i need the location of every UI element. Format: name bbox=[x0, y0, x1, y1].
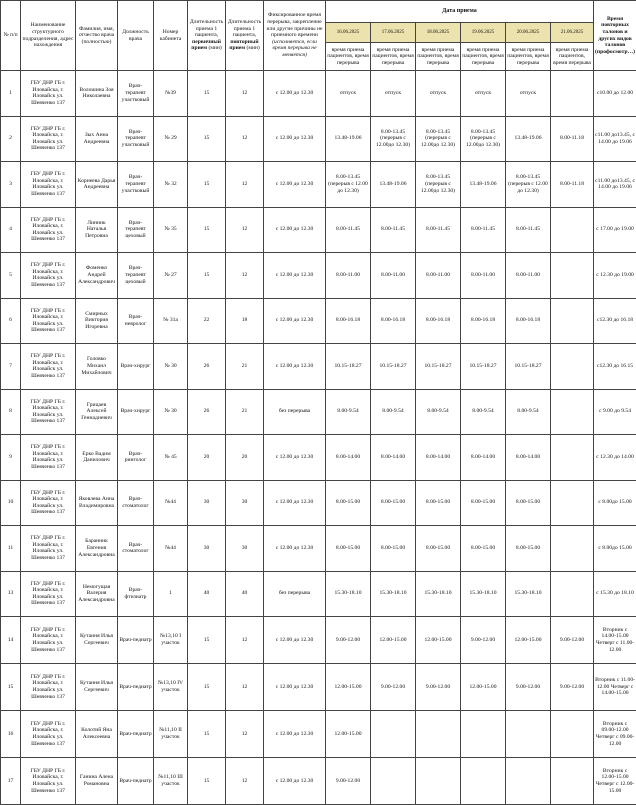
cell-date-2: 15.30-18.10 bbox=[371, 571, 416, 617]
cell-first-visit: 30 bbox=[188, 480, 226, 526]
table-row bbox=[1, 116, 636, 162]
cell-date-4: 9.00-12.00 bbox=[461, 617, 506, 664]
cell-num: 5 bbox=[1, 253, 21, 299]
table-body bbox=[1, 71, 636, 805]
cell-num: 10 bbox=[1, 480, 21, 526]
table-row bbox=[1, 344, 636, 390]
cell-date-3: 8.00-9.54 bbox=[416, 389, 461, 435]
cell-cabinet: №11,10 II участок bbox=[154, 711, 188, 758]
cell-doctor: Головко Михаил Михайлович bbox=[76, 344, 118, 390]
table-row bbox=[1, 298, 636, 344]
cell-date-6 bbox=[551, 526, 594, 572]
date-1: 16.06.2025 bbox=[326, 23, 371, 43]
cell-extra: Вторник с 09.00-12.00 Четверг с 09.00-12.00 bbox=[594, 711, 636, 758]
cell-num: 7 bbox=[1, 344, 21, 390]
cell-repeat-visit: 20 bbox=[226, 435, 264, 481]
cell-date-1: 8.00-14.00 bbox=[326, 435, 371, 481]
col-header-break bbox=[264, 1, 326, 71]
cell-break: без перерыва bbox=[264, 389, 326, 435]
cell-subdivision: ГБУ ДНР ГБ г. Иловайска, г. Иловайск ул. Шевченко 137 bbox=[21, 571, 76, 617]
cell-cabinet: № 45 bbox=[154, 435, 188, 481]
slot-label-4: время приема пациентов, время перерыва bbox=[461, 43, 506, 71]
cell-doctor: Ерко Вадим Данилович bbox=[76, 435, 118, 481]
cell-date-5: 8.00-9.54 bbox=[506, 389, 551, 435]
break-note: (исполняется, если время перерыва не меняется) bbox=[272, 39, 317, 58]
cell-extra: Вторник с 14.00-15.00 Четверг с 11.00-12.00 bbox=[594, 617, 636, 664]
cell-subdivision: ГБУ ДНР ГБ г. Иловайска, г. Иловайск ул. Шевченко 137 bbox=[21, 344, 76, 390]
cell-num: 15 bbox=[1, 664, 21, 711]
cell-extra: с11.00 до13.45, с 14.00 до 19.06 bbox=[594, 116, 636, 162]
cell-date-5: 10.15-18.27 bbox=[506, 344, 551, 390]
cell-repeat-visit: 21 bbox=[226, 344, 264, 390]
cell-date-1: 8.00-9.54 bbox=[326, 389, 371, 435]
cell-date-5: 8.00-14.00 bbox=[506, 435, 551, 481]
cell-doctor: Корнеева Дарья Андреевна bbox=[76, 162, 118, 208]
cell-extra: с 8.00до 15.00 bbox=[594, 526, 636, 572]
cell-repeat-visit: 21 bbox=[226, 389, 264, 435]
table-row bbox=[1, 571, 636, 617]
date-6: 21.06.2025 bbox=[551, 23, 594, 43]
cell-date-1: отпуск bbox=[326, 71, 371, 117]
cell-num: 16 bbox=[1, 711, 21, 758]
cell-date-1: 9.00-12.00 bbox=[326, 617, 371, 664]
cell-date-2: 8.00-15.00 bbox=[371, 526, 416, 572]
cell-extra: с 12.30 до 14.00 bbox=[594, 435, 636, 481]
cell-subdivision: ГБУ ДНР ГБ г. Иловайска, г. Иловайск ул. Шевченко 137 bbox=[21, 480, 76, 526]
cell-num: 17 bbox=[1, 758, 21, 805]
cell-first-visit: 15 bbox=[188, 664, 226, 711]
cell-repeat-visit: 12 bbox=[226, 758, 264, 805]
break-main: Фиксированное время перерыва, закрепление или другие причины не приемного времени bbox=[267, 12, 323, 38]
cell-date-5: 8.00-15.00 bbox=[506, 480, 551, 526]
cell-date-2: 8.00-14.00 bbox=[371, 435, 416, 481]
cell-date-3: 8.00-16.18 bbox=[416, 298, 461, 344]
cell-repeat-visit: 12 bbox=[226, 162, 264, 208]
cell-date-1: 10.15-18.27 bbox=[326, 344, 371, 390]
cell-position: Врач-педиатр bbox=[118, 617, 154, 664]
col-header-first-visit bbox=[188, 1, 226, 71]
cell-break: с 12.00 до 12.30 bbox=[264, 711, 326, 758]
cell-date-2 bbox=[371, 758, 416, 805]
cell-subdivision: ГБУ ДНР ГБ г. Иловайска, г. Иловайск ул. Шевченко 137 bbox=[21, 253, 76, 299]
cell-position: Врач-педиатр bbox=[118, 758, 154, 805]
cell-first-visit: 20 bbox=[188, 435, 226, 481]
cell-date-3: 15.30-18.10 bbox=[416, 571, 461, 617]
cell-repeat-visit: 12 bbox=[226, 617, 264, 664]
cell-first-visit: 15 bbox=[188, 116, 226, 162]
cell-date-2: 8.00-13.45 (перерыв с 12.00до 12.30) bbox=[371, 116, 416, 162]
cell-subdivision: ГБУ ДНР ГБ г. Иловайска, г. Иловайск ул. Шевченко 137 bbox=[21, 711, 76, 758]
cell-break: с 12.00 до 12.30 bbox=[264, 162, 326, 208]
cell-subdivision: ГБУ ДНР ГБ г. Иловайска, г. Иловайск ул. Шевченко 137 bbox=[21, 71, 76, 117]
cell-subdivision: ГБУ ДНР ГБ г. Иловайска, г. Иловайск ул. Шевченко 137 bbox=[21, 758, 76, 805]
table-row bbox=[1, 389, 636, 435]
cell-cabinet: №44 bbox=[154, 526, 188, 572]
cell-date-3: 8.00-11.00 bbox=[416, 253, 461, 299]
cell-position: Врач-стоматолог bbox=[118, 526, 154, 572]
cell-position: Врач-невролог bbox=[118, 298, 154, 344]
cell-date-1: 8.00-11.45 bbox=[326, 207, 371, 253]
cell-date-3: 8.00-15.00 bbox=[416, 480, 461, 526]
cell-date-4: 8.00-16.18 bbox=[461, 298, 506, 344]
cell-num: 3 bbox=[1, 162, 21, 208]
cell-num: 2 bbox=[1, 116, 21, 162]
date-3: 18.06.2025 bbox=[416, 23, 461, 43]
col-header-repeat-visit bbox=[226, 1, 264, 71]
cell-date-6: 8.00-11.18 bbox=[551, 116, 594, 162]
cell-extra: с 12.30 до 19.00 bbox=[594, 253, 636, 299]
cell-repeat-visit: 18 bbox=[226, 298, 264, 344]
cell-date-4: 8.00-11.00 bbox=[461, 253, 506, 299]
cell-break: с 12.00 до 12.30 bbox=[264, 435, 326, 481]
cell-position: Врач-ринголог bbox=[118, 435, 154, 481]
cell-cabinet: № 29 bbox=[154, 116, 188, 162]
cell-date-4: 8.00-15.00 bbox=[461, 526, 506, 572]
slot-label-1: время приема пациентов, время перерыва bbox=[326, 43, 371, 71]
cell-repeat-visit: 12 bbox=[226, 116, 264, 162]
cell-cabinet: № 31а bbox=[154, 298, 188, 344]
cell-date-3: 10.15-18.27 bbox=[416, 344, 461, 390]
table-row bbox=[1, 758, 636, 805]
cell-cabinet: №11,10 III участок bbox=[154, 758, 188, 805]
repeat-visit-bold: повторный прием bbox=[229, 39, 258, 52]
cell-cabinet: №13,10 IV участок bbox=[154, 664, 188, 711]
cell-date-3 bbox=[416, 711, 461, 758]
col-header-num: № п/п bbox=[1, 1, 21, 71]
cell-doctor: Ганина Алена Романовна bbox=[76, 758, 118, 805]
cell-repeat-visit: 30 bbox=[226, 526, 264, 572]
cell-doctor: Немогущая Валерия Александровна bbox=[76, 571, 118, 617]
repeat-visit-post: (мин) bbox=[247, 45, 260, 51]
cell-date-6 bbox=[551, 571, 594, 617]
cell-break: с 12.00 до 12.30 bbox=[264, 617, 326, 664]
cell-date-2: 8.00-11.45 bbox=[371, 207, 416, 253]
cell-break: с 12.00 до 12.30 bbox=[264, 480, 326, 526]
cell-date-1: 12.00-15.00 bbox=[326, 664, 371, 711]
cell-extra: с12.30 до 16.15 bbox=[594, 344, 636, 390]
cell-date-5: 13.48-19.06 bbox=[506, 116, 551, 162]
cell-num: 4 bbox=[1, 207, 21, 253]
cell-break: с 12.00 до 12.30 bbox=[264, 664, 326, 711]
cell-date-3: 12.00-15.00 bbox=[416, 617, 461, 664]
cell-extra: с 15.30 до 18.10 bbox=[594, 571, 636, 617]
table-row bbox=[1, 526, 636, 572]
cell-doctor: Грицаев Алексей Геннадиевич bbox=[76, 389, 118, 435]
cell-date-6 bbox=[551, 253, 594, 299]
cell-date-3: 8.00-11.45 bbox=[416, 207, 461, 253]
cell-date-5: 8.00-13.45 (перерыв с 12.00 до 12.30) bbox=[506, 162, 551, 208]
cell-cabinet: №44 bbox=[154, 480, 188, 526]
cell-date-6 bbox=[551, 389, 594, 435]
cell-date-2: 8.00-11.00 bbox=[371, 253, 416, 299]
cell-break: с 12.00 до 12.30 bbox=[264, 207, 326, 253]
cell-first-visit: 26 bbox=[188, 344, 226, 390]
cell-extra: с11.00 до13.45, с 14.00 до 19.06 bbox=[594, 162, 636, 208]
cell-num: 11 bbox=[1, 526, 21, 572]
cell-first-visit: 15 bbox=[188, 253, 226, 299]
cell-cabinet: №13,10 I участок bbox=[154, 617, 188, 664]
slot-label-5: время приема пациентов, время перерыва bbox=[506, 43, 551, 71]
cell-doctor: Линник Наталья Петровна bbox=[76, 207, 118, 253]
cell-extra: с 8.00до 15.00 bbox=[594, 480, 636, 526]
cell-date-5: 15.30-18.10 bbox=[506, 571, 551, 617]
cell-date-4: 15.30-18.10 bbox=[461, 571, 506, 617]
cell-doctor: Кутаиня Илья Сергеевич bbox=[76, 617, 118, 664]
cell-date-6: 9.00-12.00 bbox=[551, 617, 594, 664]
cell-date-1: 8.00-15.00 bbox=[326, 480, 371, 526]
cell-extra: с 17.00 до 19.00 bbox=[594, 207, 636, 253]
cell-date-5: 12.00-15.00 bbox=[506, 617, 551, 664]
cell-position: Врач-терапевт участковый bbox=[118, 116, 154, 162]
cell-cabinet: №39 bbox=[154, 71, 188, 117]
cell-subdivision: ГБУ ДНР ГБ г. Иловайска, г. Иловайск ул. Шевченко 137 bbox=[21, 664, 76, 711]
table-row bbox=[1, 711, 636, 758]
cell-date-4: отпуск bbox=[461, 71, 506, 117]
cell-num: 9 bbox=[1, 435, 21, 481]
cell-date-6: 8.00-11.18 bbox=[551, 162, 594, 208]
cell-date-4: 8.00-13.45 (перерыв с 12.00до 12.30) bbox=[461, 116, 506, 162]
cell-num: 8 bbox=[1, 389, 21, 435]
cell-repeat-visit: 12 bbox=[226, 71, 264, 117]
cell-date-5 bbox=[506, 758, 551, 805]
cell-break: с 12.00 до 12.30 bbox=[264, 344, 326, 390]
cell-date-6 bbox=[551, 207, 594, 253]
cell-cabinet: № 30 bbox=[154, 389, 188, 435]
cell-date-1: 8.00-13.45 (перерыв с 12.00 до 12.30) bbox=[326, 162, 371, 208]
cell-repeat-visit: 12 bbox=[226, 253, 264, 299]
table-row bbox=[1, 207, 636, 253]
cell-date-1: 8.00-11.00 bbox=[326, 253, 371, 299]
cell-date-4: 8.00-9.54 bbox=[461, 389, 506, 435]
cell-date-5: 9.00-12.00 bbox=[506, 664, 551, 711]
cell-date-2: отпуск bbox=[371, 71, 416, 117]
cell-date-5: 8.00-11.45 bbox=[506, 207, 551, 253]
col-header-cabinet: Номер кабинета bbox=[154, 1, 188, 71]
cell-date-3: 8.00-15.00 bbox=[416, 526, 461, 572]
cell-cabinet: № 35 bbox=[154, 207, 188, 253]
cell-doctor: Баранник Евгения Александровна bbox=[76, 526, 118, 572]
cell-date-3: 8.00-13.45 (перерыв с 12.00до 12.30) bbox=[416, 162, 461, 208]
table-row bbox=[1, 253, 636, 299]
cell-date-3: отпуск bbox=[416, 71, 461, 117]
cell-cabinet: № 30 bbox=[154, 344, 188, 390]
col-header-doctor: Фамилия, имя, отчество врача (полностью) bbox=[76, 1, 118, 71]
cell-position: Врач-терапевт цеховый bbox=[118, 207, 154, 253]
cell-date-6 bbox=[551, 435, 594, 481]
cell-break: без перерыва bbox=[264, 571, 326, 617]
cell-doctor: Кутаиня Илья Сергеевич bbox=[76, 664, 118, 711]
cell-break: с 12.00 до 12.30 bbox=[264, 71, 326, 117]
cell-date-6 bbox=[551, 480, 594, 526]
col-header-extra: Время повторных талонов и других видов талонов (профосмотр…) bbox=[594, 1, 636, 71]
cell-extra: Вторник с 12.00-15.00 Четверг с 12.00-15.00 bbox=[594, 758, 636, 805]
cell-extra: с10.00 до 12.00 bbox=[594, 71, 636, 117]
cell-first-visit: 15 bbox=[188, 71, 226, 117]
cell-break: с 12.00 до 12.30 bbox=[264, 758, 326, 805]
cell-cabinet: № 32 bbox=[154, 162, 188, 208]
cell-repeat-visit: 12 bbox=[226, 207, 264, 253]
cell-position: Врач-фтизиатр bbox=[118, 571, 154, 617]
cell-date-5: 8.00-11.00 bbox=[506, 253, 551, 299]
cell-repeat-visit: 12 bbox=[226, 711, 264, 758]
cell-date-6 bbox=[551, 344, 594, 390]
cell-date-2: 8.00-9.54 bbox=[371, 389, 416, 435]
cell-first-visit: 30 bbox=[188, 526, 226, 572]
cell-position: Врач-терапевт цеховый bbox=[118, 253, 154, 299]
cell-date-2: 9.00-12.00 bbox=[371, 664, 416, 711]
cell-date-6 bbox=[551, 71, 594, 117]
cell-position: Врач-педиатр bbox=[118, 711, 154, 758]
cell-date-3: 9.00-12.00 bbox=[416, 664, 461, 711]
cell-date-1: 8.00-16.18 bbox=[326, 298, 371, 344]
cell-date-1: 13.48-19.06 bbox=[326, 116, 371, 162]
date-5: 20.06.2025 bbox=[506, 23, 551, 43]
cell-date-6 bbox=[551, 758, 594, 805]
col-header-subdivision: Наименование структурного подразделения, адрес нахождения bbox=[21, 1, 76, 71]
cell-date-4: 12.00-15.00 bbox=[461, 664, 506, 711]
cell-date-4: 8.00-11.45 bbox=[461, 207, 506, 253]
cell-date-4 bbox=[461, 711, 506, 758]
cell-first-visit: 15 bbox=[188, 617, 226, 664]
cell-date-4: 10.15-18.27 bbox=[461, 344, 506, 390]
cell-date-6 bbox=[551, 298, 594, 344]
cell-break: с 12.00 до 12.30 bbox=[264, 116, 326, 162]
cell-subdivision: ГБУ ДНР ГБ г. Иловайска, г. Иловайск ул. Шевченко 137 bbox=[21, 207, 76, 253]
date-caption: Дата приема bbox=[326, 1, 594, 23]
cell-date-4: 13.48-19.06 bbox=[461, 162, 506, 208]
cell-extra: с 9.00 до 9.54 bbox=[594, 389, 636, 435]
cell-date-5: 8.00-15.00 bbox=[506, 526, 551, 572]
table-header bbox=[1, 1, 636, 71]
cell-doctor: Смирных Виктория Игоревна bbox=[76, 298, 118, 344]
cell-date-4: 8.00-15.00 bbox=[461, 480, 506, 526]
cell-cabinet: 1 bbox=[154, 571, 188, 617]
cell-num: 6 bbox=[1, 298, 21, 344]
cell-position: Врач-терапевт участковый bbox=[118, 162, 154, 208]
cell-date-2: 12.00-15.00 bbox=[371, 617, 416, 664]
cell-subdivision: ГБУ ДНР ГБ г. Иловайска, г. Иловайск ул. Шевченко 137 bbox=[21, 617, 76, 664]
cell-date-3: 8.00-13.45 (перерыв с 12.00до 12.30) bbox=[416, 116, 461, 162]
cell-doctor: Колотий Яна Алексеевна bbox=[76, 711, 118, 758]
cell-date-1: 12.00-15.00 bbox=[326, 711, 371, 758]
cell-num: 13 bbox=[1, 571, 21, 617]
cell-doctor: Яковлева Анна Владимировна bbox=[76, 480, 118, 526]
cell-doctor: Волошина Зоя Николаевна bbox=[76, 71, 118, 117]
table-row bbox=[1, 617, 636, 664]
first-visit-pre: Длительность приема 1 пациента, bbox=[190, 19, 223, 38]
slot-label-6: время приема пациентов, время перерыва bbox=[551, 43, 594, 71]
cell-date-1: 15.30-18.10 bbox=[326, 571, 371, 617]
cell-extra: Вторник с 11.00-12.00 Четверг с 14.00-15.00 bbox=[594, 664, 636, 711]
cell-date-1: 9.00-12.00 bbox=[326, 758, 371, 805]
cell-date-2: 13.48-19.06 bbox=[371, 162, 416, 208]
cell-date-2 bbox=[371, 711, 416, 758]
table-row bbox=[1, 162, 636, 208]
cell-date-5: отпуск bbox=[506, 71, 551, 117]
cell-subdivision: ГБУ ДНР ГБ г. Иловайска, г. Иловайск ул. Шевченко 137 bbox=[21, 116, 76, 162]
cell-subdivision: ГБУ ДНР ГБ г. Иловайска, г. Иловайск ул. Шевченко 137 bbox=[21, 526, 76, 572]
slot-label-2: время приема пациентов, время перерыва bbox=[371, 43, 416, 71]
table-row bbox=[1, 664, 636, 711]
cell-position: Врач-терапевт участковый bbox=[118, 71, 154, 117]
col-header-position: Должность врача bbox=[118, 1, 154, 71]
cell-num: 14 bbox=[1, 617, 21, 664]
cell-position: Врач-хирург bbox=[118, 389, 154, 435]
cell-date-3: 8.00-14.00 bbox=[416, 435, 461, 481]
cell-subdivision: ГБУ ДНР ГБ г. Иловайска, г. Иловайск ул. Шевченко 137 bbox=[21, 389, 76, 435]
cell-date-5 bbox=[506, 711, 551, 758]
cell-date-1: 8.00-15.00 bbox=[326, 526, 371, 572]
cell-subdivision: ГБУ ДНР ГБ г. Иловайска, г. Иловайск ул. Шевченко 137 bbox=[21, 162, 76, 208]
first-visit-post: (мин) bbox=[209, 45, 222, 51]
table-row bbox=[1, 480, 636, 526]
cell-date-3 bbox=[416, 758, 461, 805]
cell-first-visit: 22 bbox=[188, 298, 226, 344]
cell-break: с 12.00 до 12.30 bbox=[264, 253, 326, 299]
cell-date-4 bbox=[461, 758, 506, 805]
table-row bbox=[1, 71, 636, 117]
date-4: 19.06.2025 bbox=[461, 23, 506, 43]
date-2: 17.06.2025 bbox=[371, 23, 416, 43]
cell-position: Врач-педиатр bbox=[118, 664, 154, 711]
cell-first-visit: 15 bbox=[188, 758, 226, 805]
cell-doctor: Фоменко Андрей Александрович bbox=[76, 253, 118, 299]
cell-position: Врач-стоматолог bbox=[118, 480, 154, 526]
cell-break: с 12.00 до 12.30 bbox=[264, 526, 326, 572]
cell-subdivision: ГБУ ДНР ГБ г. Иловайска, г. Иловайск ул. Шевченко 137 bbox=[21, 435, 76, 481]
cell-date-6: 9.00-12.00 bbox=[551, 664, 594, 711]
cell-first-visit: 15 bbox=[188, 207, 226, 253]
first-visit-bold: первичный прием bbox=[191, 39, 221, 52]
cell-subdivision: ГБУ ДНР ГБ г. Иловайска, г. Иловайск ул. Шевченко 137 bbox=[21, 298, 76, 344]
cell-num: 1 bbox=[1, 71, 21, 117]
slot-label-3: время приема пациентов, время перерыва bbox=[416, 43, 461, 71]
cell-position: Врач-хирург bbox=[118, 344, 154, 390]
cell-first-visit: 40 bbox=[188, 571, 226, 617]
cell-date-2: 8.00-16.18 bbox=[371, 298, 416, 344]
cell-extra: с12.30 до 16.18 bbox=[594, 298, 636, 344]
cell-repeat-visit: 30 bbox=[226, 480, 264, 526]
cell-first-visit: 15 bbox=[188, 162, 226, 208]
table-row bbox=[1, 435, 636, 481]
cell-first-visit: 26 bbox=[188, 389, 226, 435]
cell-first-visit: 15 bbox=[188, 711, 226, 758]
repeat-visit-pre: Длительность приема 1 пациента, bbox=[228, 19, 261, 38]
cell-doctor: Зых Анна Андреевна bbox=[76, 116, 118, 162]
cell-date-4: 8.00-14.00 bbox=[461, 435, 506, 481]
cell-date-6 bbox=[551, 711, 594, 758]
cell-date-5: 8.00-16.18 bbox=[506, 298, 551, 344]
cell-date-2: 8.00-15.00 bbox=[371, 480, 416, 526]
cell-repeat-visit: 12 bbox=[226, 664, 264, 711]
cell-cabinet: № 27 bbox=[154, 253, 188, 299]
cell-repeat-visit: 40 bbox=[226, 571, 264, 617]
cell-date-2: 10.15-18.27 bbox=[371, 344, 416, 390]
cell-break: с 12.00 до 12.30 bbox=[264, 298, 326, 344]
